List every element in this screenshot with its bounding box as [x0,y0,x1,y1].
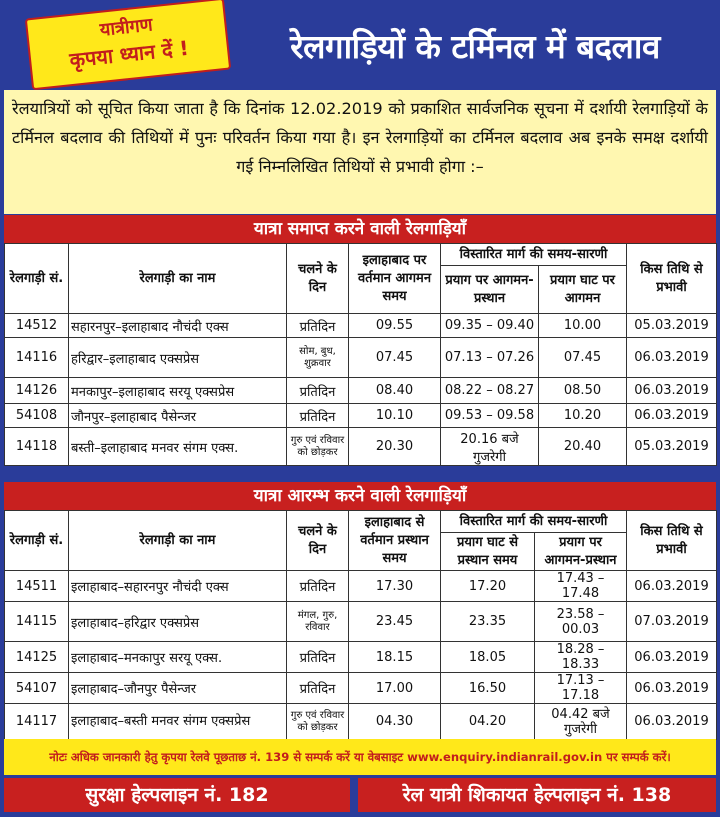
header-effective: किस तिथि से प्रभावी [627,511,717,571]
col2: 17.43 – 17.48 [535,571,627,602]
col1: 09.35 – 09.40 [441,314,539,338]
days: प्रतिदिन [287,642,349,673]
header-train-no: रेलगाड़ी सं. [5,511,69,571]
train-name: सहारनपुर–इलाहाबाद नौचंदी एक्स [69,314,287,338]
time: 04.30 [349,704,441,740]
train-name: इलाहाबाद–सहारनपुर नौचंदी एक्स [69,571,287,602]
col2: 18.28 – 18.33 [535,642,627,673]
complaint-helpline: रेल यात्री शिकायत हेल्पलाइन नं. 138 [358,778,716,812]
section1-table-wrap [4,243,716,466]
badge-line2: कृपया ध्यान दें ! [68,35,190,73]
effective-date: 06.03.2019 [627,571,717,602]
header-sub1: प्रयाग पर आगमन-प्रस्थान [441,266,539,314]
time: 18.15 [349,642,441,673]
days: गुरु एवं रविवार को छोड़कर [287,704,349,740]
time: 23.45 [349,602,441,642]
train-no: 54108 [5,404,69,428]
header-sub1: प्रयाग घाट से प्रस्थान समय [441,533,535,571]
col2: 20.40 [539,428,627,466]
header-days: चलने के दिन [287,244,349,314]
header-days: चलने के दिन [287,511,349,571]
col2: 04.42 बजे गुजरेगी [535,704,627,740]
time: 07.45 [349,338,441,378]
col1: 09.53 – 09.58 [441,404,539,428]
train-name: जौनपुर–इलाहाबाद पैसेन्जर [69,404,287,428]
time: 08.40 [349,378,441,404]
days: प्रतिदिन [287,571,349,602]
col2: 10.00 [539,314,627,338]
header [0,0,720,90]
section2-title: यात्रा आरम्भ करने वाली रेलगाड़ियाँ [4,482,716,510]
table-row [5,378,717,404]
table-row [5,642,717,673]
train-no: 14511 [5,571,69,602]
days: सोम, बुध, शुक्रवार [287,338,349,378]
col2: 10.20 [539,404,627,428]
header-train-no: रेलगाड़ी सं. [5,244,69,314]
header-sub2: प्रयाग पर आगमन-प्रस्थान [535,533,627,571]
table-row [5,314,717,338]
arriving-trains-table [4,243,717,466]
section1-title: यात्रा समाप्त करने वाली रेलगाड़ियाँ [4,215,716,243]
train-name: मनकापुर–इलाहाबाद सरयू एक्सप्रेस [69,378,287,404]
time: 10.10 [349,404,441,428]
header-extended: विस्तारित मार्ग की समय-सारणी [441,244,627,266]
effective-date: 06.03.2019 [627,642,717,673]
effective-date: 06.03.2019 [627,704,717,740]
col2: 23.58 – 00.03 [535,602,627,642]
col1: 07.13 – 07.26 [441,338,539,378]
train-name: इलाहाबाद–जौनपुर पैसेन्जर [69,673,287,704]
effective-date: 06.03.2019 [627,378,717,404]
train-name: बस्ती–इलाहाबाद मनवर संगम एक्स. [69,428,287,466]
table-row [5,602,717,642]
effective-date: 06.03.2019 [627,404,717,428]
effective-date: 06.03.2019 [627,338,717,378]
effective-date: 05.03.2019 [627,314,717,338]
footer-note: नोटः अधिक जानकारी हेतु कृपया रेलवे पूछताछ नं. 139 से सम्पर्क करें या वेबसाइट www.enquiry.indianrail.gov.in पर सम्पर्क करें। [4,739,716,775]
header-sub2: प्रयाग घाट पर आगमन [539,266,627,314]
time: 09.55 [349,314,441,338]
col2: 08.50 [539,378,627,404]
col2: 07.45 [539,338,627,378]
table-row [5,571,717,602]
section2-table-wrap [4,510,716,740]
col2: 17.13 – 17.18 [535,673,627,704]
col1: 04.20 [441,704,535,740]
train-no: 14118 [5,428,69,466]
departing-trains-table [4,510,717,740]
header-effective: किस तिथि से प्रभावी [627,244,717,314]
time: 20.30 [349,428,441,466]
col1: 16.50 [441,673,535,704]
train-no: 14512 [5,314,69,338]
train-name: इलाहाबाद–हरिद्वार एक्सप्रेस [69,602,287,642]
col1: 17.20 [441,571,535,602]
effective-date: 05.03.2019 [627,428,717,466]
days: प्रतिदिन [287,673,349,704]
header-train-name: रेलगाड़ी का नाम [69,511,287,571]
col1: 08.22 – 08.27 [441,378,539,404]
days: प्रतिदिन [287,378,349,404]
days: मंगल, गुरु, रविवार [287,602,349,642]
header-current-time: इलाहाबाद से वर्तमान प्रस्थान समय [349,511,441,571]
table-row [5,404,717,428]
days: प्रतिदिन [287,314,349,338]
effective-date: 07.03.2019 [627,602,717,642]
effective-date: 06.03.2019 [627,673,717,704]
train-no: 54107 [5,673,69,704]
train-name: इलाहाबाद–बस्ती मनवर संगम एक्सप्रेस [69,704,287,740]
col1: 23.35 [441,602,535,642]
header-train-name: रेलगाड़ी का नाम [69,244,287,314]
attention-badge [25,0,231,90]
table-row [5,338,717,378]
security-helpline: सुरक्षा हेल्पलाइन नं. 182 [4,778,350,812]
train-no: 14126 [5,378,69,404]
train-no: 14117 [5,704,69,740]
col1: 20.16 बजे गुजरेगी [441,428,539,466]
col1: 18.05 [441,642,535,673]
days: प्रतिदिन [287,404,349,428]
train-no: 14115 [5,602,69,642]
header-current-time: इलाहाबाद पर वर्तमान आगमन समय [349,244,441,314]
notice-text: रेलयात्रियों को सूचित किया जाता है कि दिनांक 12.02.2019 को प्रकाशित सार्वजनिक सूचना में दर्शायी रेलगाड़ियों के टर्मिनल बदलाव की तिथियों में पुनः परिवर्तन किया गया है। इन रेलगाड़ियों का टर्मिनल बदलाव अब इनके समक्ष दर्शायी गई निम्नलिखित तिथियों से प्रभावी होगा :– [4,90,716,214]
table-row [5,428,717,466]
days: गुरु एवं रविवार को छोड़कर [287,428,349,466]
header-extended: विस्तारित मार्ग की समय-सारणी [441,511,627,533]
time: 17.30 [349,571,441,602]
time: 17.00 [349,673,441,704]
table-row [5,704,717,740]
train-no: 14116 [5,338,69,378]
badge-line1: यात्रीगण [98,14,154,41]
train-no: 14125 [5,642,69,673]
train-name: हरिद्वार–इलाहाबाद एक्सप्रेस [69,338,287,378]
table-row [5,673,717,704]
train-name: इलाहाबाद–मनकापुर सरयू एक्स. [69,642,287,673]
page-title: रेलगाड़ियों के टर्मिनल में बदलाव [290,27,660,66]
